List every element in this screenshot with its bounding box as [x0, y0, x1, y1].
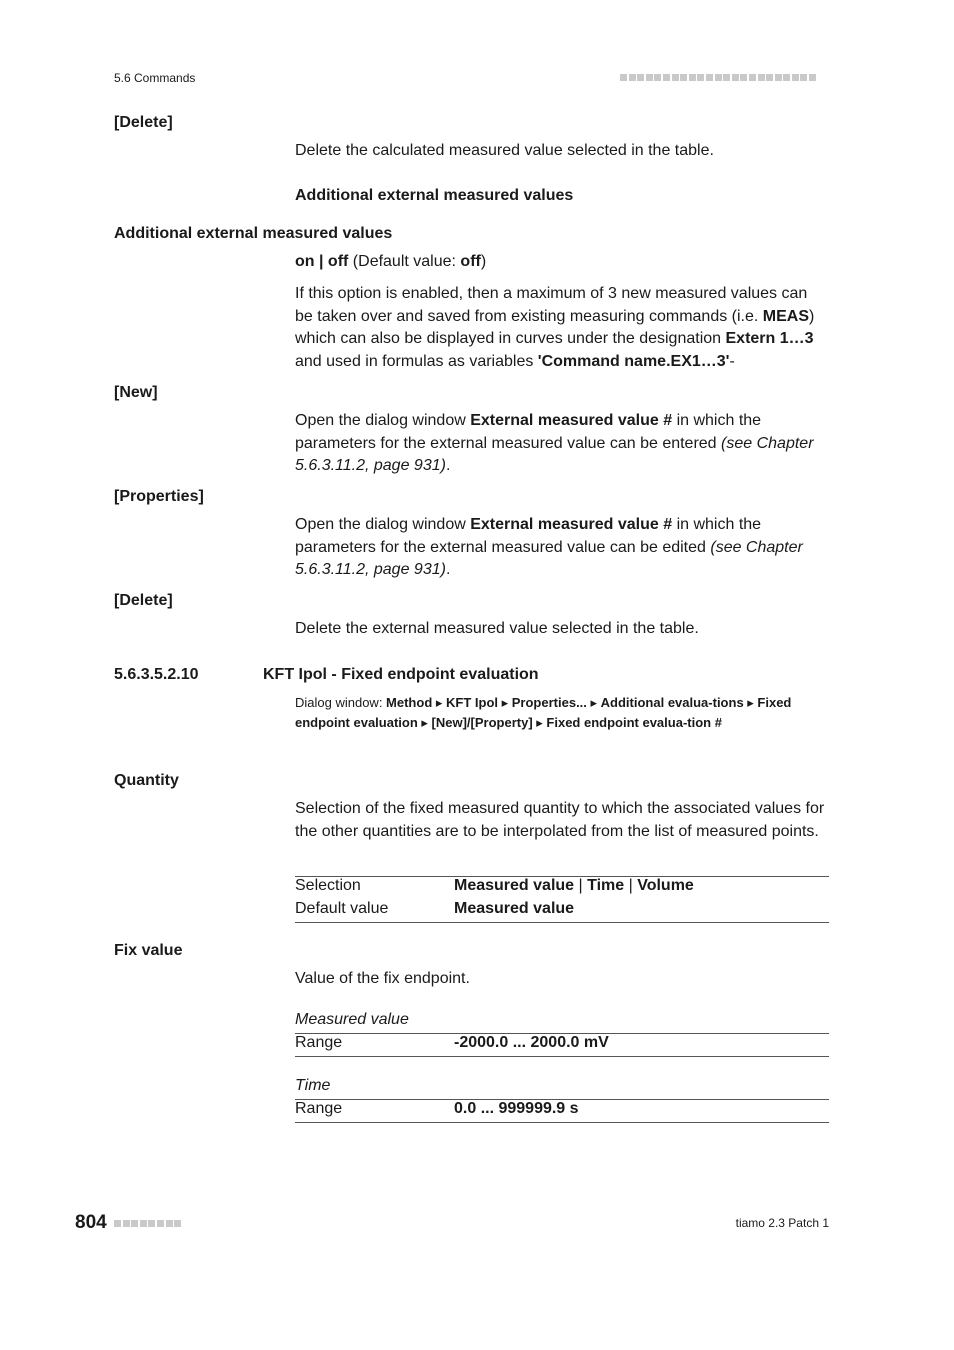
properties-heading: [Properties] — [114, 488, 204, 505]
range-label: Range — [295, 1100, 343, 1117]
running-header-section: 5.6 Commands — [114, 71, 196, 85]
delete-description: Delete the external measured value selected in the table. — [295, 620, 699, 637]
table-bottom-rule — [295, 1122, 829, 1123]
properties-description: Open the dialog window External measured value # in which the parameters for the external measured value can be edited (see Chapter 5.6.3.11.2, page 931). — [295, 516, 803, 579]
new-heading: [New] — [114, 384, 158, 401]
default-value: Measured value — [454, 900, 575, 917]
additional-options: on | off (Default value: off) — [295, 253, 487, 270]
page-number: 804 — [75, 1212, 107, 1233]
range-group-title: Measured value — [295, 1011, 409, 1028]
fix-value-heading: Fix value — [114, 942, 183, 959]
product-name: tiamo 2.3 Patch 1 — [735, 1216, 829, 1230]
table-bottom-rule — [295, 1056, 829, 1057]
quantity-description: Selection of the fixed measured quantity to which the associated values for the other quantities are to be interpolated from the list of measured points. — [295, 800, 825, 840]
default-value-label: Default value — [295, 900, 389, 917]
fix-value-description: Value of the fix endpoint. — [295, 970, 470, 987]
section-title: KFT Ipol - Fixed endpoint evaluation — [263, 666, 539, 683]
selection-values: Measured value | Time | Volume — [454, 877, 694, 894]
chapter-reference-link[interactable]: (see Chapter 5.6.3.11.2, page 931) — [295, 538, 803, 579]
range-value: -2000.0 ... 2000.0 mV — [454, 1034, 609, 1051]
footer-decoration — [114, 1220, 183, 1238]
delete-heading: [Delete] — [114, 592, 173, 609]
chapter-reference-link[interactable]: (see Chapter 5.6.3.11.2, page 931) — [295, 434, 814, 475]
range-value: 0.0 ... 999999.9 s — [454, 1100, 579, 1117]
selection-label: Selection — [295, 877, 361, 894]
dialog-path: Dialog window: Method ▸ KFT Ipol ▸ Properties... ▸ Additional evalua-tions ▸ Fixed endpoint evaluation ▸ [New]/[Property] ▸ Fixed endpoint evalua-tion # — [295, 695, 792, 730]
range-group-title: Time — [295, 1077, 331, 1094]
table-bottom-rule — [295, 922, 829, 923]
header-decoration — [620, 74, 829, 83]
section-number: 5.6.3.5.2.10 — [114, 666, 199, 683]
additional-subheading: Additional external measured values — [295, 187, 574, 204]
range-label: Range — [295, 1034, 343, 1051]
delete-heading: [Delete] — [114, 114, 173, 131]
quantity-heading: Quantity — [114, 772, 179, 789]
additional-heading: Additional external measured values — [114, 225, 393, 242]
additional-description: If this option is enabled, then a maximum of 3 new measured values can be taken over and saved from existing measuring commands (i.e. MEAS) which can also be displayed in curves under the designation Extern 1…3 and used in formulas as variables 'Command name.EX1…3'- — [295, 285, 815, 370]
new-description: Open the dialog window External measured value # in which the parameters for the external measured value can be entered (see Chapter 5.6.3.11.2, page 931). — [295, 412, 814, 475]
delete-description: Delete the calculated measured value selected in the table. — [295, 142, 714, 159]
